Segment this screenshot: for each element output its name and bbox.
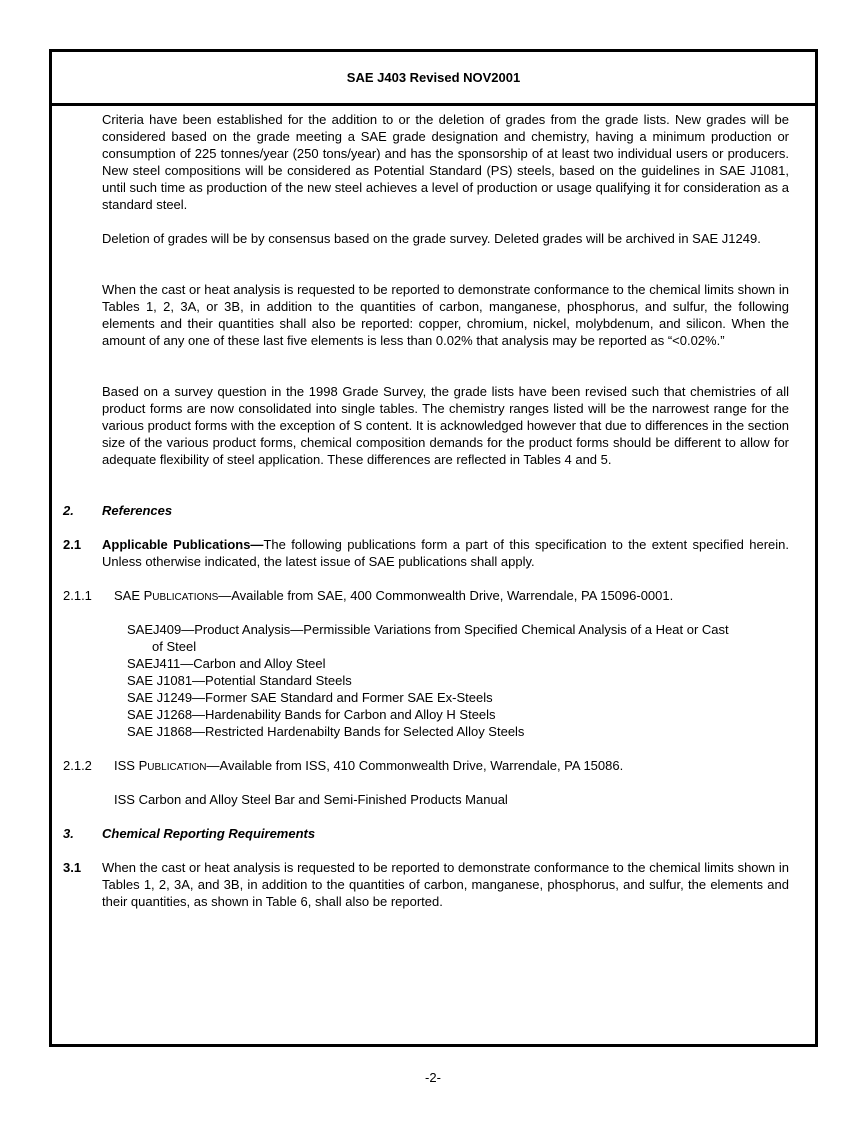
iss-manual: ISS Carbon and Alloy Steel Bar and Semi-Finished Products Manual	[114, 792, 508, 807]
header-band	[52, 52, 815, 106]
reference-list	[127, 621, 789, 740]
paragraph-grade-survey: Based on a survey question in the 1998 Grade Survey, the grade lists have been revised such that chemistries of all product forms are now consolidated into single tables. The chemistry ranges listed will be the narrowest range for the various product forms with the exception of S content. It is acknowledged however that due to differences in the section size of the various product forms, chemical composition demands for the product forms should be different to allow for adequate flexibility of steel application. These differences are reflected in Tables 4 and 5.	[102, 384, 789, 467]
section-3-1-text: When the cast or heat analysis is requested to be reported to demonstrate conformance to the chemical limits shown in Tables 1, 2, 3A, and 3B, in addition to the quantities of carbon, manganese, phosphorus, and sulfur, the elements and their quantities, as shown in Table 6, shall also be reported.	[102, 860, 789, 909]
section-2-1-number: 2.1	[63, 537, 82, 552]
section-2-1-title: Applicable Publications—	[102, 537, 264, 552]
page-number: -2-	[425, 1070, 441, 1085]
section-3-number: 3.	[63, 826, 74, 841]
org-name: SAE P	[114, 588, 153, 603]
org-name-smallcaps: UBLICATION	[147, 762, 207, 773]
reference-item: SAEJ411—Carbon and Alloy Steel	[127, 656, 326, 671]
org-availability: —Available from SAE, 400 Commonwealth Drive, Warrendale, PA 15096-0001.	[218, 588, 674, 603]
section-2-number: 2.	[63, 503, 74, 518]
reference-item: SAE J1081—Potential Standard Steels	[127, 673, 352, 688]
section-2-1-1-number: 2.1.1	[63, 588, 92, 603]
section-3-title: Chemical Reporting Requirements	[102, 826, 316, 841]
section-2-1-text	[102, 536, 789, 570]
section-2-1-body: The following publications form a part of this specification to the extent specified herein. Unless otherwise indicated, the latest issue of SAE publications shall apply.	[102, 537, 789, 569]
org-name: ISS P	[114, 758, 148, 773]
section-3-1-number: 3.1	[63, 860, 82, 875]
reference-text: SAEJ409—Product Analysis—Permissible Variations from Specified Chemical Analysis of a Heat or Cast	[127, 622, 729, 637]
section-2-title: References	[102, 503, 173, 518]
section-2-1-2-text	[114, 757, 623, 776]
org-name-smallcaps: UBLICATIONS	[152, 592, 219, 603]
reference-text-cont: of Steel	[152, 639, 197, 654]
paragraph-cast-analysis: When the cast or heat analysis is requested to be reported to demonstrate conformance to the chemical limits shown in Tables 1, 2, 3A, or 3B, in addition to the quantities of carbon, manganese, phosphorus, and sulfur, the following elements and their quantities shall also be reported: copper, chromium, nickel, molybdenum, and silicon. When the amount of any one of these last five elements is less than 0.02% that analysis may be reported as “<0.02%.”	[102, 282, 789, 348]
reference-item: SAE J1868—Restricted Hardenabilty Bands for Selected Alloy Steels	[127, 724, 525, 739]
paragraph-grade-criteria: Criteria have been established for the addition to or the deletion of grades from the grade lists. New grades will be considered based on the grade meeting a SAE grade designation and chemistry, having a minimum production or consumption of 225 tonnes/year (250 tons/year) and has the sponsorship of at least two individual users or producers. New steel compositions will be considered as Potential Standard (PS) steels, based on the guidelines in SAE J1081, until such time as production of the new steel achieves a level of production or usage qualifying it for consideration as a standard steel.	[102, 112, 789, 212]
section-2-1-1-text	[114, 587, 673, 606]
reference-item	[127, 621, 789, 655]
org-availability: —Available from ISS, 410 Commonwealth Drive, Warrendale, PA 15086.	[206, 758, 624, 773]
paragraph-deletion: Deletion of grades will be by consensus based on the grade survey. Deleted grades will be archived in SAE J1249.	[102, 231, 761, 246]
document-title: SAE J403 Revised NOV2001	[346, 70, 521, 85]
reference-item: SAE J1249—Former SAE Standard and Former SAE Ex-Steels	[127, 690, 493, 705]
section-2-1-2-number: 2.1.2	[63, 758, 92, 773]
reference-item: SAE J1268—Hardenability Bands for Carbon and Alloy H Steels	[127, 707, 496, 722]
